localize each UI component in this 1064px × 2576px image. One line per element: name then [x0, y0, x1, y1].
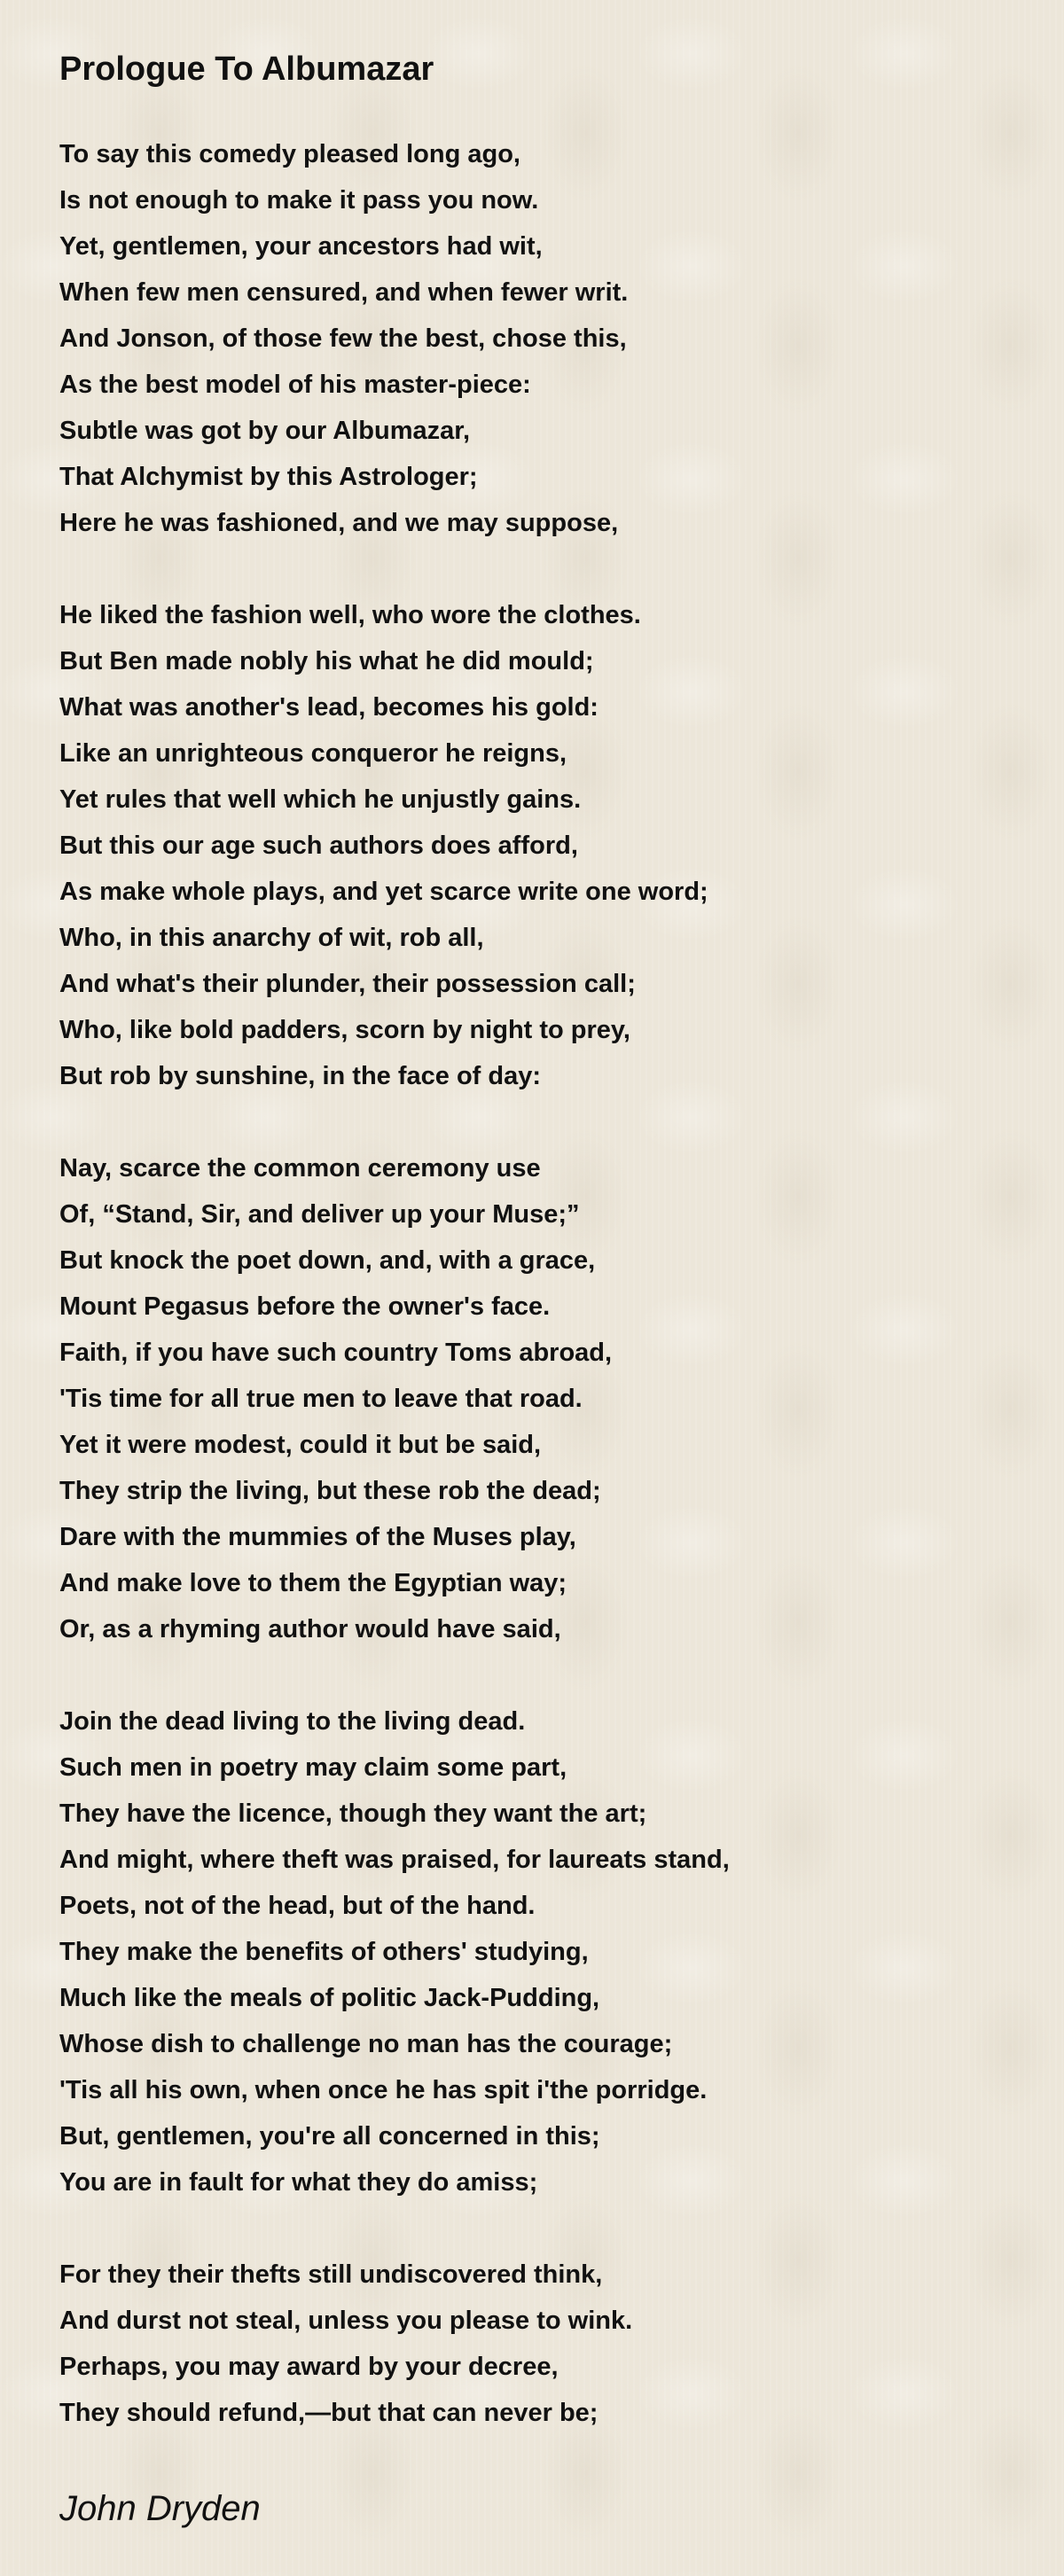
- poem-line: Perhaps, you may award by your decree,: [59, 2353, 559, 2381]
- poem-line: He liked the fashion well, who wore the clothes.: [59, 601, 641, 629]
- poem-line: Mount Pegasus before the owner's face.: [59, 1292, 551, 1321]
- poem-line: Such men in poetry may claim some part,: [59, 1753, 567, 1782]
- poem-line: Much like the meals of politic Jack-Pudding,: [59, 1984, 600, 2012]
- poem-line: They strip the living, but these rob the dead;: [59, 1477, 601, 1505]
- poem-line: But, gentlemen, you're all concerned in this;: [59, 2122, 600, 2151]
- poem-line: Here he was fashioned, and we may suppose,: [59, 509, 619, 537]
- poem-line: Is not enough to make it pass you now.: [59, 186, 539, 215]
- poem-line: Yet it were modest, could it but be said,: [59, 1431, 542, 1459]
- poem-line: To say this comedy pleased long ago,: [59, 140, 520, 168]
- poem-line: As make whole plays, and yet scarce write one word;: [59, 878, 708, 906]
- poem-line: Subtle was got by our Albumazar,: [59, 417, 470, 445]
- poem-line: Yet, gentlemen, your ancestors had wit,: [59, 232, 543, 261]
- poem-line: Poets, not of the head, but of the hand.: [59, 1892, 536, 1920]
- poem-line: Of, “Stand, Sir, and deliver up your Muse;”: [59, 1200, 580, 1229]
- poem-stanza: [59, 2252, 1017, 2436]
- poem-line: Who, in this anarchy of wit, rob all,: [59, 924, 484, 952]
- poem-title: Prologue To Albumazar: [59, 51, 434, 88]
- poem-line: Who, like bold padders, scorn by night to prey,: [59, 1016, 630, 1044]
- poem-line: They should refund,—but that can never be;: [59, 2399, 598, 2427]
- poem-author: John Dryden: [59, 2489, 261, 2528]
- poem-line: And might, where theft was praised, for laureats stand,: [59, 1846, 730, 1874]
- poem-line: 'Tis time for all true men to leave that road.: [59, 1385, 583, 1413]
- poem-line: Dare with the mummies of the Muses play,: [59, 1523, 576, 1551]
- poem-line: They have the licence, though they want the art;: [59, 1799, 647, 1828]
- poem-stanza: [59, 1698, 1017, 2205]
- poem-line: What was another's lead, becomes his gold:: [59, 693, 598, 722]
- poem-line: That Alchymist by this Astrologer;: [59, 463, 478, 491]
- poem-stanza: [59, 592, 1017, 1099]
- poem-body: [59, 131, 1017, 2482]
- poem-line: Or, as a rhyming author would have said,: [59, 1615, 561, 1643]
- poem-line: And what's their plunder, their possession call;: [59, 970, 636, 998]
- poem-line: They make the benefits of others' studying,: [59, 1938, 589, 1966]
- poem-line: For they their thefts still undiscovered think,: [59, 2260, 603, 2289]
- poem-line: When few men censured, and when fewer writ.: [59, 278, 629, 307]
- poem-line: But Ben made nobly his what he did mould;: [59, 647, 594, 675]
- poem-stanza: [59, 1145, 1017, 1652]
- poem-line: Join the dead living to the living dead.: [59, 1707, 526, 1736]
- poem-line: Yet rules that well which he unjustly gains.: [59, 785, 582, 814]
- poem-line: You are in fault for what they do amiss;: [59, 2168, 538, 2197]
- poem-line: 'Tis all his own, when once he has spit i'the porridge.: [59, 2076, 708, 2104]
- poem-stanza: [59, 131, 1017, 546]
- poem-line: Nay, scarce the common ceremony use: [59, 1154, 541, 1183]
- poem-line: As the best model of his master-piece:: [59, 371, 531, 399]
- poem-line: Like an unrighteous conqueror he reigns,: [59, 739, 567, 768]
- poem-line: And durst not steal, unless you please to wink.: [59, 2307, 633, 2335]
- poem-line: Whose dish to challenge no man has the courage;: [59, 2030, 673, 2058]
- poem-line: But rob by sunshine, in the face of day:: [59, 1062, 541, 1090]
- poem-line: Faith, if you have such country Toms abroad,: [59, 1339, 613, 1367]
- poem-line: And Jonson, of those few the best, chose this,: [59, 324, 627, 353]
- poem-line: And make love to them the Egyptian way;: [59, 1569, 567, 1597]
- poem-line: But this our age such authors does afford,: [59, 831, 578, 860]
- poem-line: But knock the poet down, and, with a grace,: [59, 1246, 596, 1275]
